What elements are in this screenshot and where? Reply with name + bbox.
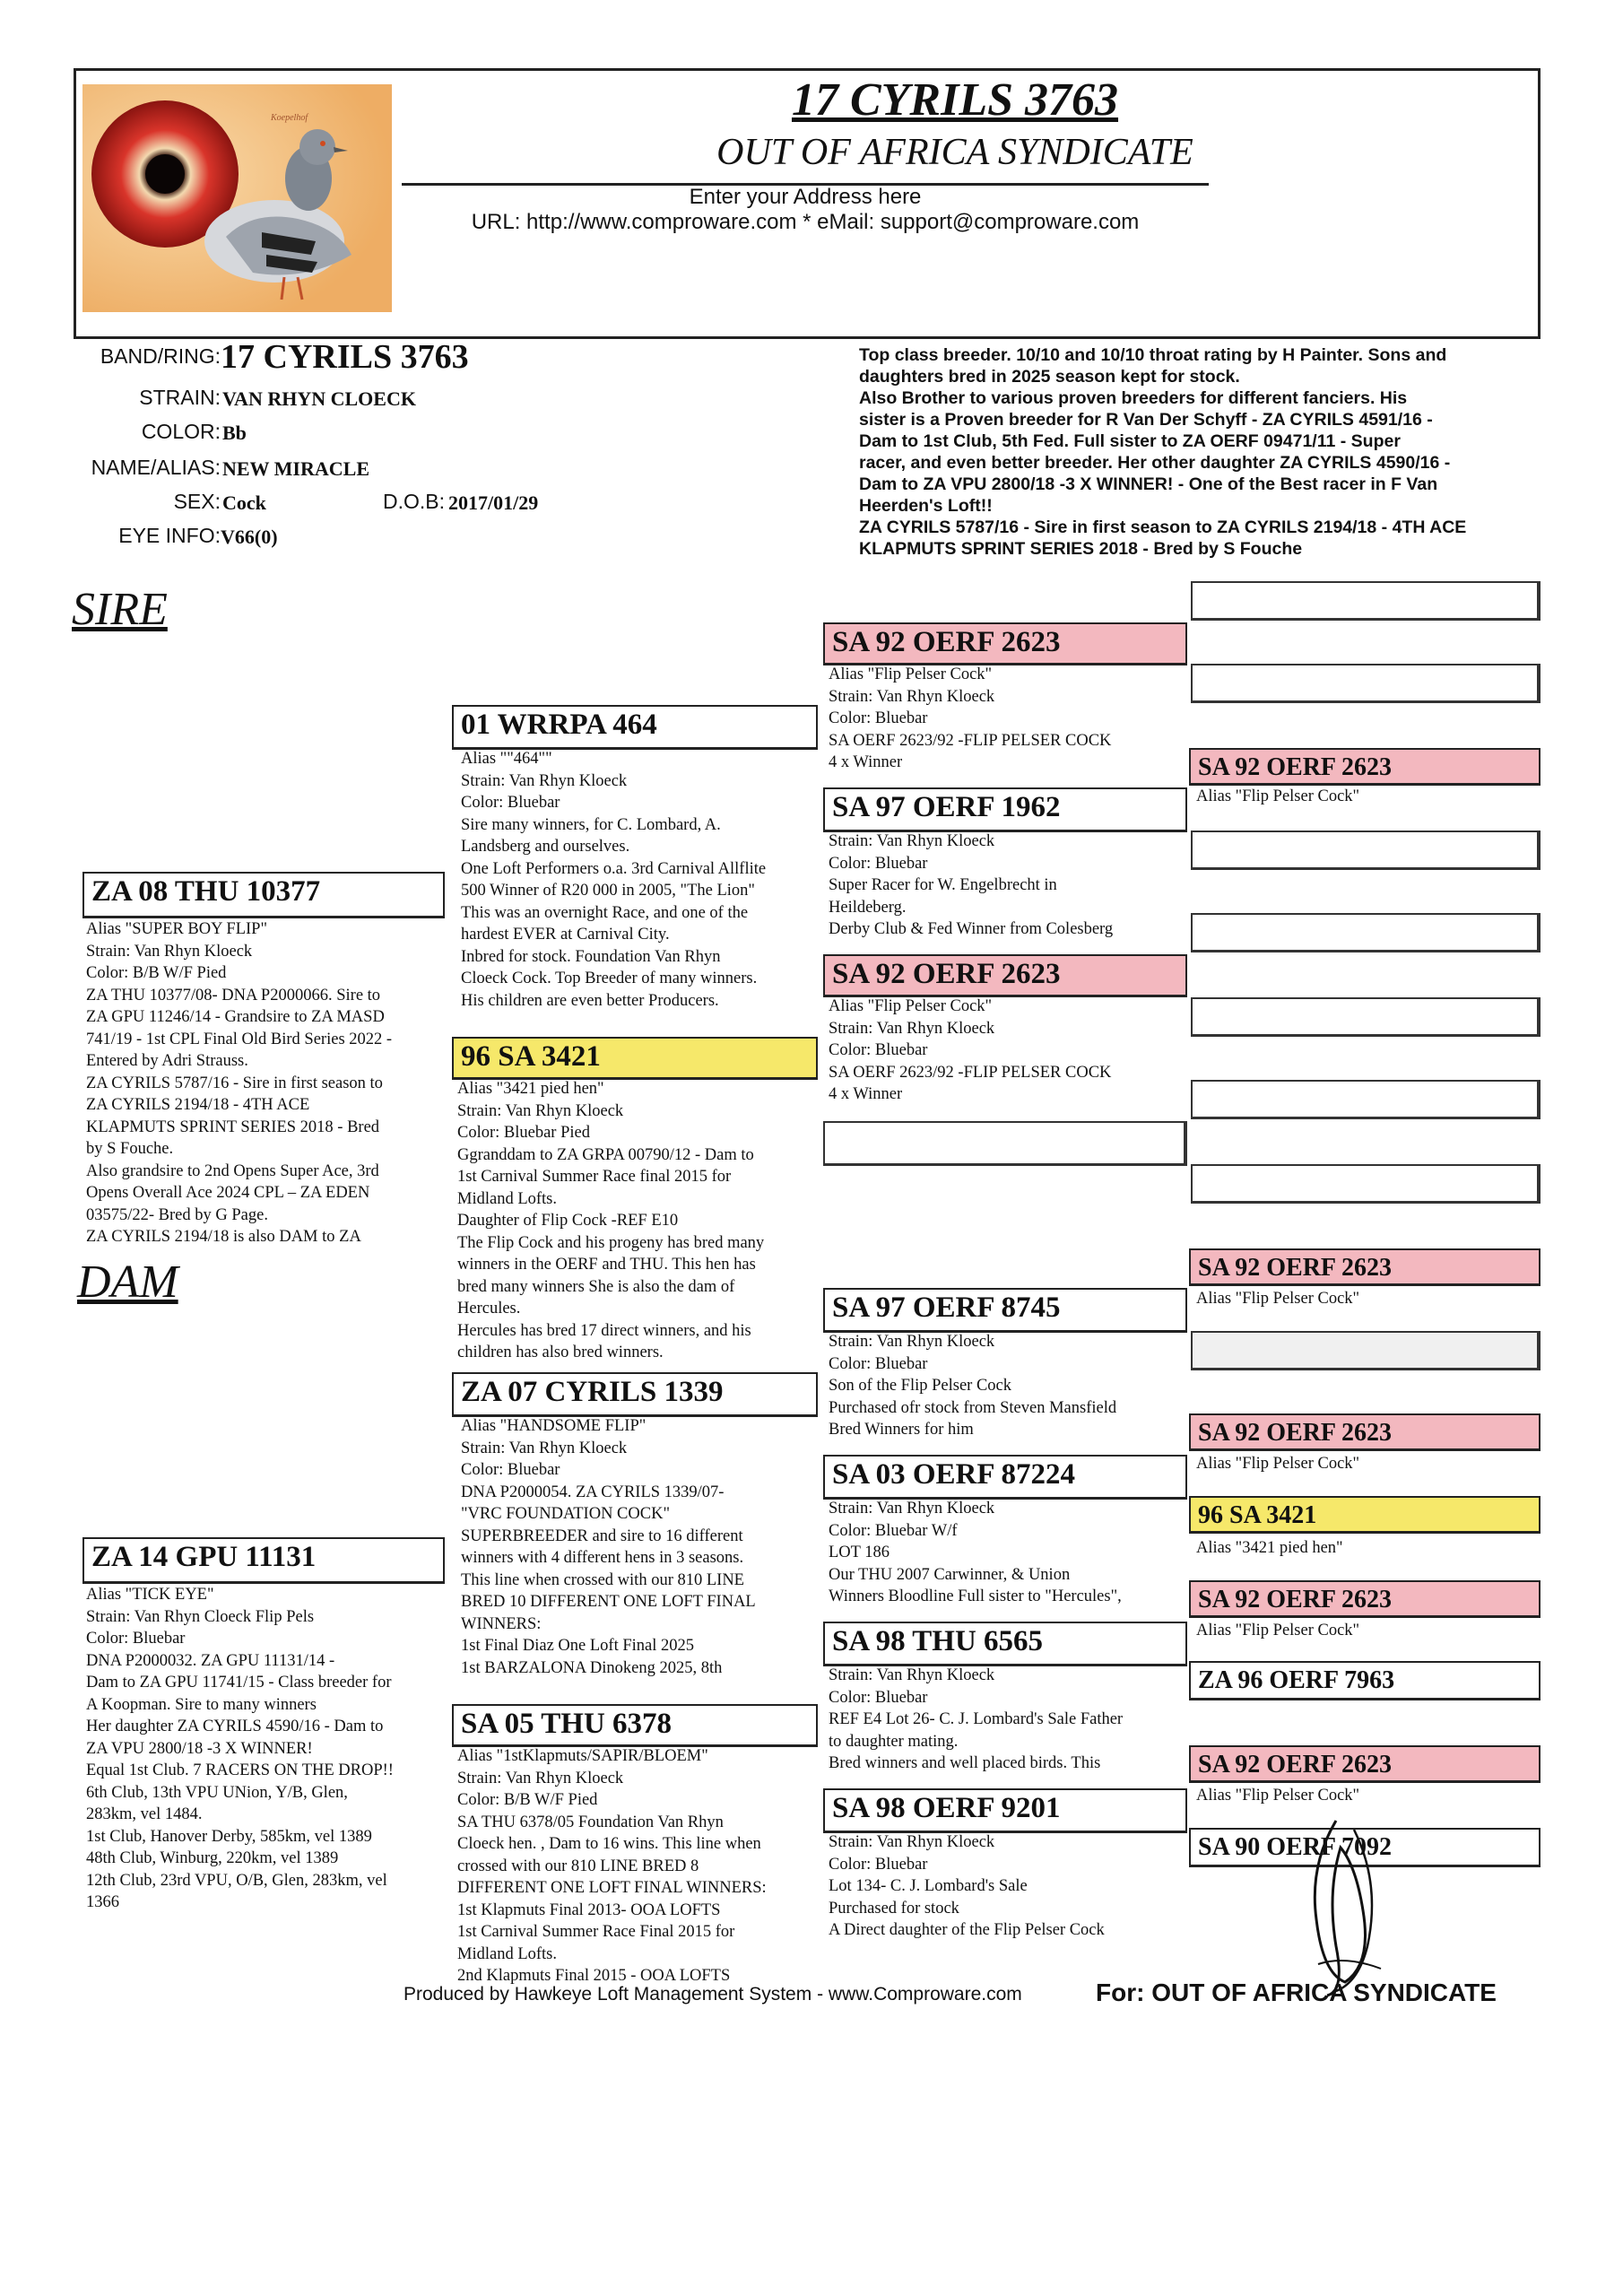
detail-line: 1st Carnival Summer Race Final 2015 for <box>457 1923 735 1941</box>
notes-line: Dam to 1st Club, 5th Fed. Full sister to ZA OERF 09471/11 - Super <box>859 431 1401 451</box>
gen4-box-3: SA 92 OERF 2623 <box>1189 1413 1541 1451</box>
detail-line: 1366 <box>86 1893 119 1911</box>
detail-line: winners with 4 different hens in 3 seasons. <box>461 1549 744 1567</box>
detail-line: to daughter mating. <box>829 1732 959 1751</box>
notes-line: Top class breeder. 10/10 and 10/10 throat rating by H Painter. Sons and <box>859 345 1447 365</box>
detail-line: Strain: Van Rhyn Cloeck Flip Pels <box>86 1607 315 1626</box>
gen4-box-1: SA 92 OERF 2623 <box>1189 748 1541 786</box>
detail-line: Color: Bluebar W/f <box>829 1521 958 1540</box>
name-alias-label: NAME/ALIAS: <box>91 456 221 479</box>
gen3-details-5 <box>829 1498 1187 1608</box>
gen4-alias-2: Alias "Flip Pelser Cock" <box>1196 1290 1360 1308</box>
detail-line: The Flip Cock and his progeny has bred many <box>457 1233 765 1252</box>
detail-line: winners in the OERF and THU. This hen has <box>457 1256 756 1274</box>
color-label: COLOR: <box>141 420 221 443</box>
sire-details <box>86 918 445 1248</box>
detail-line: One Loft Performers o.a. 3rd Carnival Allflite <box>461 859 767 878</box>
band-label: BAND/RING: <box>100 344 221 368</box>
detail-line: 03575/22- Bred by G Page. <box>86 1205 268 1224</box>
detail-line: ZA GPU 11246/14 - Grandsire to ZA MASD <box>86 1008 385 1026</box>
gen3-box-4: SA 97 OERF 8745 <box>823 1288 1187 1333</box>
detail-line: Color: Bluebar Pied <box>457 1124 590 1142</box>
gen3-box-2: SA 97 OERF 1962 <box>823 787 1187 832</box>
gen3-details-7 <box>829 1831 1187 1942</box>
gen4-empty-box <box>1191 997 1541 1037</box>
gen2-dam-sire-ring-box: ZA 07 CYRILS 1339 <box>452 1372 818 1417</box>
gen4-box-2: SA 92 OERF 2623 <box>1189 1248 1541 1286</box>
detail-line: Color: Bluebar <box>829 709 928 727</box>
detail-line: DIFFERENT ONE LOFT FINAL WINNERS: <box>457 1879 767 1897</box>
detail-line: Alias "SUPER BOY FLIP" <box>86 920 268 938</box>
pigeon-eye-and-bird-image <box>82 84 392 312</box>
name-alias-value: NEW MIRACLE <box>222 457 370 480</box>
strain-label: STRAIN: <box>139 386 221 409</box>
sire-ring-box: ZA 08 THU 10377 <box>82 872 445 918</box>
notes-line: racer, and even better breeder. Her other daughter ZA CYRILS 4590/16 - <box>859 453 1451 473</box>
detail-line: Alias "Flip Pelser Cock" <box>829 665 993 683</box>
address-line: Enter your Address here <box>689 185 922 209</box>
sex-value: Cock <box>222 491 266 514</box>
gen4-empty-box <box>1191 1164 1541 1204</box>
breeder-notes <box>859 344 1523 560</box>
detail-line: This line when crossed with our 810 LINE <box>461 1570 744 1589</box>
band-value: 17 CYRILS 3763 <box>221 338 469 376</box>
gen4-alias-3: Alias "Flip Pelser Cock" <box>1196 1455 1360 1473</box>
notes-line: sister is a Proven breeder for R Van Der Schyff - ZA CYRILS 4591/16 - <box>859 410 1433 430</box>
gen3-box-1: SA 92 OERF 2623 <box>823 622 1187 665</box>
detail-line: 1st Club, Hanover Derby, 585km, vel 1389 <box>86 1827 372 1846</box>
detail-line: hardest EVER at Carnival City. <box>461 926 670 944</box>
detail-line: DNA P2000054. ZA CYRILS 1339/07- <box>461 1483 725 1501</box>
gen4-box-4: 96 SA 3421 <box>1189 1496 1541 1534</box>
detail-line: Color: B/B W/F Pied <box>86 964 227 982</box>
dob-label: D.O.B: <box>382 490 445 513</box>
detail-line: Super Racer for W. Engelbrecht in <box>829 876 1057 894</box>
detail-line: Alias "3421 pied hen" <box>457 1080 604 1098</box>
gen3-box-6: SA 98 THU 6565 <box>823 1622 1187 1666</box>
gen4-alias-1: Alias "Flip Pelser Cock" <box>1196 787 1360 805</box>
dam-details <box>86 1584 445 1914</box>
gen4-empty-box <box>1191 1080 1541 1119</box>
detail-line: Strain: Van Rhyn Kloeck <box>461 1439 628 1457</box>
detail-line: A Koopman. Sire to many winners <box>86 1695 317 1714</box>
detail-line: "VRC FOUNDATION COCK" <box>461 1505 671 1523</box>
detail-line: 283km, vel 1484. <box>86 1805 203 1823</box>
detail-line: Son of the Flip Pelser Cock <box>829 1377 1012 1395</box>
detail-line: 1st Carnival Summer Race final 2015 for <box>457 1168 732 1186</box>
detail-line: Lot 134- C. J. Lombard's Sale <box>829 1877 1028 1895</box>
detail-line: Bred Winners for him <box>829 1421 974 1439</box>
pigeon-photo <box>82 84 392 312</box>
detail-line: Strain: Van Rhyn Kloeck <box>829 1833 995 1851</box>
detail-line: Color: Bluebar <box>829 1354 928 1373</box>
detail-line: Alias "TICK EYE" <box>86 1586 214 1604</box>
detail-line: Bred winners and well placed birds. This <box>829 1754 1101 1772</box>
detail-line: Color: Bluebar <box>86 1630 186 1648</box>
detail-line: Alias "HANDSOME FLIP" <box>461 1417 647 1435</box>
detail-line: KLAPMUTS SPRINT SERIES 2018 - Bred <box>86 1118 380 1136</box>
gen2-sire-sire-details <box>461 748 820 1012</box>
produced-by-line: Produced by Hawkeye Loft Management System - www.Comproware.com <box>404 1984 1022 2005</box>
detail-line: 12th Club, 23rd VPU, O/B, Glen, 283km, vel <box>86 1871 387 1890</box>
gen4-empty-box <box>1191 913 1541 952</box>
detail-line: 2nd Klapmuts Final 2015 - OOA LOFTS <box>457 1967 731 1985</box>
gen4-box-5: SA 92 OERF 2623 <box>1189 1580 1541 1618</box>
detail-line: Alias ""464"" <box>461 750 552 768</box>
gen3-details-4 <box>829 1331 1187 1441</box>
detail-line: 1st BARZALONA Dinokeng 2025, 8th <box>461 1658 723 1677</box>
detail-line: 4 x Winner <box>829 753 903 771</box>
detail-line: Strain: Van Rhyn Kloeck <box>829 1019 995 1038</box>
notes-line: Dam to ZA VPU 2800/18 -3 X WINNER! - One of the Best racer in F Van <box>859 474 1438 494</box>
detail-line: Strain: Van Rhyn Kloeck <box>86 942 253 961</box>
gen4-empty-box <box>1191 581 1541 621</box>
detail-line: Strain: Van Rhyn Kloeck <box>461 771 628 790</box>
gen3-empty-box <box>823 1121 1187 1166</box>
detail-line: Strain: Van Rhyn Kloeck <box>829 1333 995 1351</box>
detail-line: BRED 10 DIFFERENT ONE LOFT FINAL <box>461 1593 756 1611</box>
gen2-sire-dam-details <box>457 1078 816 1364</box>
dam-ring-box: ZA 14 GPU 11131 <box>82 1537 445 1584</box>
detail-line: Our THU 2007 Carwinner, & Union <box>829 1565 1071 1584</box>
detail-line: Color: Bluebar <box>461 1461 560 1479</box>
detail-line: Strain: Van Rhyn Kloeck <box>457 1769 624 1787</box>
detail-line: ZA CYRILS 2194/18 is also DAM to ZA <box>86 1228 361 1246</box>
gen4-empty-box <box>1191 664 1541 703</box>
gen4-box-6: ZA 96 OERF 7963 <box>1189 1661 1541 1700</box>
gen4-alias-4: Alias "3421 pied hen" <box>1196 1539 1343 1557</box>
gen4-alias-5: Alias "Flip Pelser Cock" <box>1196 1622 1360 1639</box>
detail-line: Inbred for stock. Foundation Van Rhyn <box>461 947 721 966</box>
detail-line: Color: Bluebar <box>829 1688 928 1707</box>
gen3-details-6 <box>829 1665 1187 1775</box>
detail-line: by S Fouche. <box>86 1140 174 1158</box>
detail-line: Color: Bluebar <box>829 1041 928 1059</box>
detail-line: Color: Bluebar <box>461 794 560 812</box>
gen4-box-8: SA 90 OERF 7092 <box>1189 1828 1541 1867</box>
detail-line: SA OERF 2623/92 -FLIP PELSER COCK <box>829 731 1112 750</box>
detail-line: Strain: Van Rhyn Kloeck <box>457 1101 624 1120</box>
gen3-box-5: SA 03 OERF 87224 <box>823 1455 1187 1500</box>
detail-line: bred many winners She is also the dam of <box>457 1277 735 1296</box>
detail-line: SUPERBREEDER and sire to 16 different <box>461 1526 743 1545</box>
url-email-line: URL: http://www.comproware.com * eMail: support@comproware.com <box>471 210 1140 234</box>
syndicate-name: OUT OF AFRICA SYNDICATE <box>716 132 1193 173</box>
detail-line: ZA CYRILS 5787/16 - Sire in first season to <box>86 1074 383 1092</box>
page-title: 17 CYRILS 3763 <box>791 74 1119 126</box>
handwritten-signature <box>1273 1812 1408 2000</box>
gen4-empty-box <box>1191 831 1541 870</box>
dam-section-label: DAM <box>77 1257 178 1308</box>
gen4-box-7: SA 92 OERF 2623 <box>1189 1745 1541 1783</box>
detail-line: DNA P2000032. ZA GPU 11131/14 - <box>86 1651 335 1670</box>
detail-line: ZA VPU 2800/18 -3 X WINNER! <box>86 1739 313 1758</box>
gen2-sire-sire-ring-box: 01 WRRPA 464 <box>452 705 818 750</box>
detail-line: Dam to ZA GPU 11741/15 - Class breeder for <box>86 1674 392 1692</box>
sire-section-label: SIRE <box>72 584 168 635</box>
detail-line: 500 Winner of R20 000 in 2005, "The Lion" <box>461 882 755 900</box>
detail-line: Derby Club & Fed Winner from Colesberg <box>829 920 1114 938</box>
dob-value: 2017/01/29 <box>448 491 539 514</box>
color-value: Bb <box>222 422 247 444</box>
notes-line: daughters bred in 2025 season kept for stock. <box>859 367 1240 387</box>
detail-line: children has also bred winners. <box>457 1344 664 1361</box>
detail-line: Purchased for stock <box>829 1899 959 1918</box>
sex-label: SEX: <box>173 490 221 513</box>
detail-line: Also grandsire to 2nd Opens Super Ace, 3rd <box>86 1161 379 1180</box>
strain-value: VAN RHYN CLOECK <box>222 387 416 410</box>
notes-line: KLAPMUTS SPRINT SERIES 2018 - Bred by S Fouche <box>859 539 1303 559</box>
detail-line: Heildeberg. <box>829 898 907 917</box>
detail-line: Hercules. <box>457 1300 521 1318</box>
detail-line: ZA THU 10377/08- DNA P2000066. Sire to <box>86 986 381 1004</box>
detail-line: Midland Lofts. <box>457 1944 557 1963</box>
detail-line: Equal 1st Club. 7 RACERS ON THE DROP!! <box>86 1761 394 1779</box>
detail-line: SA OERF 2623/92 -FLIP PELSER COCK <box>829 1063 1112 1082</box>
detail-line: Strain: Van Rhyn Kloeck <box>829 1500 995 1518</box>
detail-line: crossed with our 810 LINE BRED 8 <box>457 1857 699 1875</box>
detail-line: Her daughter ZA CYRILS 4590/16 - Dam to <box>86 1718 384 1735</box>
gen3-details-2 <box>829 831 1187 941</box>
notes-line: ZA CYRILS 5787/16 - Sire in first season to ZA CYRILS 2194/18 - 4TH ACE <box>859 517 1467 537</box>
for-syndicate-line: For: OUT OF AFRICA SYNDICATE <box>1096 1979 1497 2006</box>
gen3-details-3 <box>829 996 1187 1106</box>
detail-line: Alias "1stKlapmuts/SAPIR/BLOEM" <box>457 1747 708 1765</box>
detail-line: Sire many winners, for C. Lombard, A. <box>461 815 721 834</box>
detail-line: LOT 186 <box>829 1544 890 1561</box>
detail-line: 6th Club, 13th VPU UNion, Y/B, Glen, <box>86 1783 348 1802</box>
eye-info-label: EYE INFO: <box>118 524 221 547</box>
eye-info-value: V66(0) <box>221 526 278 548</box>
detail-line: Opens Overall Ace 2024 CPL – ZA EDEN <box>86 1184 370 1202</box>
detail-line: ZA CYRILS 2194/18 - 4TH ACE <box>86 1096 310 1114</box>
detail-line: Purchased ofr stock from Steven Mansfield <box>829 1398 1117 1417</box>
detail-line: Winners Bloodline Full sister to "Hercules", <box>829 1587 1122 1605</box>
gen2-dam-dam-details <box>457 1745 816 1987</box>
detail-line: Cloeck Cock. Top Breeder of many winners. <box>461 970 758 987</box>
gen2-sire-dam-ring-box: 96 SA 3421 <box>452 1037 818 1080</box>
detail-line: 1st Klapmuts Final 2013- OOA LOFTS <box>457 1900 721 1919</box>
detail-line: Cloeck hen. , Dam to 16 wins. This line when <box>457 1835 761 1853</box>
svg-text:Koepelhof: Koepelhof <box>271 113 308 123</box>
detail-line: Ggranddam to ZA GRPA 00790/12 - Dam to <box>457 1145 754 1164</box>
detail-line: Strain: Van Rhyn Kloeck <box>829 832 995 850</box>
detail-line: Color: Bluebar <box>829 1855 928 1874</box>
detail-line: Entered by Adri Strauss. <box>86 1052 248 1070</box>
detail-line: Alias "Flip Pelser Cock" <box>829 997 993 1015</box>
detail-line: 1st Final Diaz One Loft Final 2025 <box>461 1637 694 1655</box>
detail-line: Daughter of Flip Cock -REF E10 <box>457 1212 679 1230</box>
detail-line: A Direct daughter of the Flip Pelser Cock <box>829 1921 1105 1939</box>
gen4-empty-box <box>1191 1331 1541 1370</box>
detail-line: Midland Lofts. <box>457 1189 557 1208</box>
notes-line: Also Brother to various proven breeders for different fanciers. His <box>859 388 1408 408</box>
detail-line: SA THU 6378/05 Foundation Van Rhyn <box>457 1813 724 1831</box>
gen4-alias-7: Alias "Flip Pelser Cock" <box>1196 1787 1360 1805</box>
detail-line: His children are even better Producers. <box>461 991 719 1010</box>
detail-line: Color: Bluebar <box>829 854 928 873</box>
detail-line: Strain: Van Rhyn Kloeck <box>829 1666 995 1684</box>
gen3-details-1 <box>829 664 1187 774</box>
detail-line: Color: B/B W/F Pied <box>457 1791 598 1809</box>
detail-line: 4 x Winner <box>829 1085 903 1103</box>
gen3-box-3: SA 92 OERF 2623 <box>823 954 1187 997</box>
detail-line: 741/19 - 1st CPL Final Old Bird Series 2022 - <box>86 1030 393 1048</box>
detail-line: Hercules has bred 17 direct winners, and his <box>457 1321 751 1340</box>
detail-line: WINNERS: <box>461 1614 542 1633</box>
detail-line: Landsberg and ourselves. <box>461 838 630 856</box>
detail-line: This was an overnight Race, and one of the <box>461 903 749 922</box>
gen3-box-7: SA 98 OERF 9201 <box>823 1788 1187 1833</box>
detail-line: REF E4 Lot 26- C. J. Lombard's Sale Father <box>829 1710 1124 1728</box>
detail-line: Strain: Van Rhyn Kloeck <box>829 687 995 706</box>
detail-line: 48th Club, Winburg, 220km, vel 1389 <box>86 1849 339 1867</box>
gen2-dam-dam-ring-box: SA 05 THU 6378 <box>452 1704 818 1747</box>
notes-line: Heerden's Loft!! <box>859 496 993 516</box>
gen2-dam-sire-details <box>461 1415 820 1679</box>
